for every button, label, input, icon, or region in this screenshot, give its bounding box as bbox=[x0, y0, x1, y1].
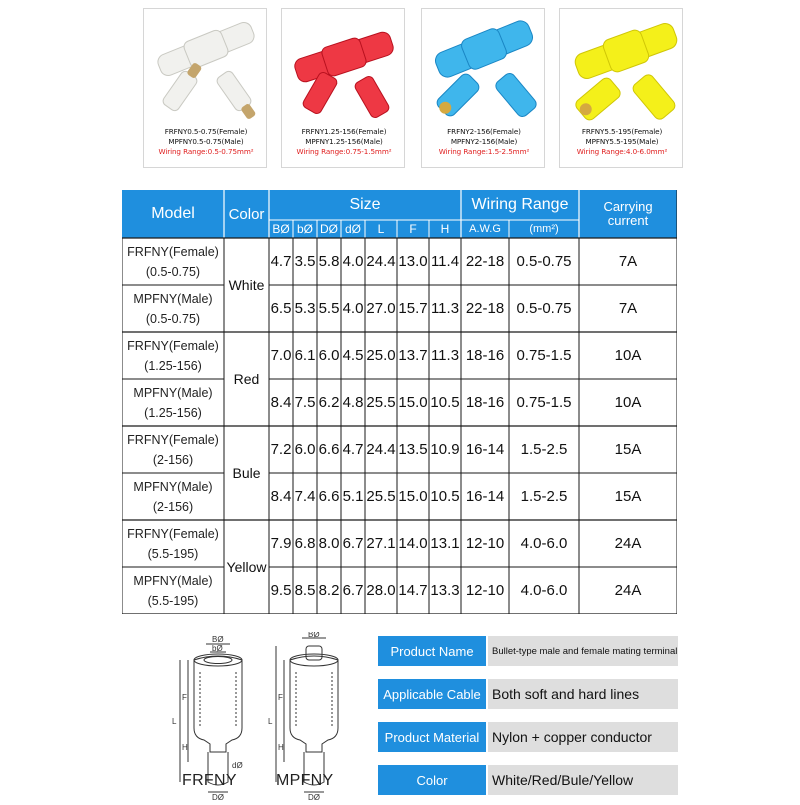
row-value-awg: 12-10 bbox=[465, 535, 505, 552]
row-color-group: Red bbox=[233, 371, 260, 387]
row-value-F: 13.5 bbox=[398, 441, 428, 458]
row-value-F: 15.0 bbox=[398, 394, 428, 411]
row-color-group: White bbox=[228, 277, 265, 293]
row-value-H: 13.1 bbox=[430, 535, 460, 552]
male-drawing-label: MPFNY bbox=[276, 772, 334, 789]
row-value-mm2: 1.5-2.5 bbox=[520, 488, 568, 505]
row-value-d: 4.8 bbox=[342, 394, 364, 411]
row-value-D: 6.6 bbox=[318, 488, 340, 505]
dim-L-label: L bbox=[172, 717, 177, 726]
male-model: MPFNY5.5-195(Male) bbox=[585, 137, 659, 146]
spec-table bbox=[122, 190, 677, 614]
info-row-applicable-cable bbox=[378, 679, 678, 709]
product-card-yellow bbox=[559, 8, 683, 168]
row-model-line: (1.25-156) bbox=[144, 358, 202, 373]
row-value-B: 7.0 bbox=[270, 347, 292, 364]
product-card-blue bbox=[421, 8, 545, 168]
row-value-b: 3.5 bbox=[294, 253, 316, 270]
wiring-range: Wiring Range:4.0-6.0mm² bbox=[576, 147, 668, 156]
row-model-line: MPFNY(Male) bbox=[133, 573, 213, 588]
terminal-photo-blue bbox=[422, 9, 545, 127]
row-value-B: 7.9 bbox=[270, 535, 292, 552]
row-model-line: FRFNY(Female) bbox=[127, 338, 219, 353]
row-value-D: 5.5 bbox=[318, 300, 340, 317]
info-value: Nylon + copper conductor bbox=[488, 722, 678, 752]
row-value-mm2: 0.5-0.75 bbox=[516, 253, 572, 270]
row-value-d: 4.5 bbox=[342, 347, 364, 364]
row-value-B: 4.7 bbox=[270, 253, 292, 270]
male-model: MPFNY1.25-156(Male) bbox=[305, 137, 383, 146]
row-value-b: 7.5 bbox=[294, 394, 316, 411]
row-value-awg: 16-14 bbox=[465, 441, 505, 458]
header-dim-B: BØ bbox=[272, 222, 290, 236]
row-value-b: 7.4 bbox=[294, 488, 316, 505]
row-color-group: Yellow bbox=[226, 559, 267, 575]
dim-H-label-male: H bbox=[278, 743, 284, 752]
row-value-awg: 16-14 bbox=[465, 488, 505, 505]
female-model: FRFNY5.5-195(Female) bbox=[581, 127, 663, 136]
row-model-line: (0.5-0.75) bbox=[145, 311, 201, 326]
row-value-H: 10.9 bbox=[430, 441, 460, 458]
info-key: Applicable Cable bbox=[378, 679, 486, 709]
row-value-H: 10.5 bbox=[430, 488, 460, 505]
row-model-line: MPFNY(Male) bbox=[133, 479, 213, 494]
row-value-current: 24A bbox=[614, 535, 642, 552]
row-value-B: 7.2 bbox=[270, 441, 292, 458]
row-value-b: 5.3 bbox=[294, 300, 316, 317]
row-value-L: 27.1 bbox=[366, 535, 396, 552]
row-model bbox=[122, 520, 224, 567]
row-value-mm2: 0.75-1.5 bbox=[516, 394, 572, 411]
info-key: Product Material bbox=[378, 722, 486, 752]
info-row-product-material bbox=[378, 722, 678, 752]
wiring-range: Wiring Range:0.75-1.5mm² bbox=[296, 147, 392, 156]
row-model bbox=[122, 473, 224, 520]
row-value-L: 28.0 bbox=[366, 582, 396, 599]
row-value-H: 11.4 bbox=[430, 253, 460, 270]
row-value-L: 25.5 bbox=[366, 394, 396, 411]
row-value-awg: 22-18 bbox=[465, 253, 505, 270]
terminal-photo-white bbox=[144, 9, 267, 127]
row-value-current: 15A bbox=[614, 488, 642, 505]
row-value-L: 25.0 bbox=[366, 347, 396, 364]
row-value-F: 15.7 bbox=[398, 300, 428, 317]
dim-D-label: DØ bbox=[212, 793, 224, 800]
row-model bbox=[122, 379, 224, 426]
row-model-line: (5.5-195) bbox=[147, 593, 199, 608]
female-drawing-label: FRFNY bbox=[182, 772, 237, 789]
row-value-B: 8.4 bbox=[270, 488, 292, 505]
info-key: Product Name bbox=[378, 636, 486, 666]
row-model bbox=[122, 285, 224, 332]
row-value-current: 7A bbox=[618, 253, 638, 270]
header-carrying-current-line: current bbox=[607, 213, 649, 228]
row-value-D: 6.0 bbox=[318, 347, 340, 364]
info-value: Bullet-type male and female mating terminal bbox=[488, 636, 678, 666]
row-value-H: 11.3 bbox=[430, 347, 460, 364]
row-value-mm2: 0.75-1.5 bbox=[516, 347, 572, 364]
row-value-F: 14.0 bbox=[398, 535, 428, 552]
row-model bbox=[122, 332, 224, 379]
row-value-d: 6.7 bbox=[342, 535, 364, 552]
dim-H-label: H bbox=[182, 743, 188, 752]
header-awg: A.W.G bbox=[469, 223, 501, 235]
row-value-B: 8.4 bbox=[270, 394, 292, 411]
row-value-D: 5.8 bbox=[318, 253, 340, 270]
header-dim-L: L bbox=[377, 222, 385, 236]
female-model: FRFNY0.5-0.75(Female) bbox=[164, 127, 248, 136]
row-color-group: Bule bbox=[232, 465, 261, 481]
row-value-d: 4.0 bbox=[342, 300, 364, 317]
female-model: FRFNY2-156(Female) bbox=[447, 127, 521, 136]
row-value-awg: 18-16 bbox=[465, 347, 505, 364]
row-value-L: 24.4 bbox=[366, 441, 396, 458]
male-model: MPFNY2-156(Male) bbox=[450, 137, 518, 146]
row-value-D: 8.0 bbox=[318, 535, 340, 552]
terminal-photo-yellow bbox=[560, 9, 683, 127]
row-model bbox=[122, 426, 224, 473]
info-value: White/Red/Bule/Yellow bbox=[488, 765, 678, 795]
row-value-awg: 12-10 bbox=[465, 582, 505, 599]
dimension-drawing bbox=[150, 632, 370, 800]
row-value-d: 6.7 bbox=[342, 582, 364, 599]
row-value-current: 24A bbox=[614, 582, 642, 599]
wiring-range: Wiring Range:1.5-2.5mm² bbox=[438, 147, 530, 156]
row-value-D: 8.2 bbox=[318, 582, 340, 599]
dim-B-label-male: BØ bbox=[308, 632, 320, 639]
row-value-H: 11.3 bbox=[430, 300, 460, 317]
info-key: Color bbox=[378, 765, 486, 795]
row-value-awg: 22-18 bbox=[465, 300, 505, 317]
dim-L-label-male: L bbox=[268, 717, 273, 726]
row-model bbox=[122, 238, 224, 285]
row-value-b: 8.5 bbox=[294, 582, 316, 599]
row-model-line: FRFNY(Female) bbox=[127, 526, 219, 541]
header-mm2: (mm²) bbox=[529, 223, 559, 235]
header-carrying-current bbox=[579, 190, 677, 238]
row-value-mm2: 1.5-2.5 bbox=[520, 441, 568, 458]
row-model-line: MPFNY(Male) bbox=[133, 385, 213, 400]
row-model-line: (5.5-195) bbox=[147, 546, 199, 561]
row-value-H: 10.5 bbox=[430, 394, 460, 411]
info-row-color bbox=[378, 765, 678, 795]
product-caption bbox=[282, 127, 405, 157]
row-value-F: 14.7 bbox=[398, 582, 428, 599]
row-value-current: 10A bbox=[614, 347, 642, 364]
product-cards bbox=[143, 8, 683, 168]
product-card-red bbox=[281, 8, 405, 168]
row-value-B: 6.5 bbox=[270, 300, 292, 317]
dim-b-label: bØ bbox=[212, 644, 223, 653]
header-dim-H: H bbox=[440, 222, 450, 236]
header-dim-d: dØ bbox=[344, 222, 361, 236]
row-value-D: 6.6 bbox=[318, 441, 340, 458]
header-color: Color bbox=[228, 205, 265, 223]
row-model-line: (0.5-0.75) bbox=[145, 264, 201, 279]
row-value-awg: 18-16 bbox=[465, 394, 505, 411]
row-value-current: 10A bbox=[614, 394, 642, 411]
row-value-mm2: 4.0-6.0 bbox=[520, 582, 568, 599]
header-model: Model bbox=[151, 205, 195, 222]
dim-F-label: F bbox=[182, 693, 187, 702]
row-value-L: 27.0 bbox=[366, 300, 396, 317]
row-model-line: (2-156) bbox=[152, 499, 194, 514]
header-wiring-range: Wiring Range bbox=[471, 196, 569, 213]
row-model-line: FRFNY(Female) bbox=[127, 244, 219, 259]
row-value-d: 5.1 bbox=[342, 488, 364, 505]
dim-d-label: dØ bbox=[232, 761, 243, 770]
info-value: Both soft and hard lines bbox=[488, 679, 678, 709]
product-card-white bbox=[143, 8, 267, 168]
header-dim-F: F bbox=[409, 222, 417, 236]
dim-F-label-male: F bbox=[278, 693, 283, 702]
product-caption bbox=[422, 127, 545, 157]
row-value-b: 6.1 bbox=[294, 347, 316, 364]
row-value-F: 13.7 bbox=[398, 347, 428, 364]
row-model bbox=[122, 567, 224, 614]
header-carrying-current-line: Carrying bbox=[603, 199, 653, 214]
row-value-D: 6.2 bbox=[318, 394, 340, 411]
row-model-line: (1.25-156) bbox=[144, 405, 202, 420]
dim-D-label-male: DØ bbox=[308, 793, 320, 800]
row-value-L: 25.5 bbox=[366, 488, 396, 505]
row-value-d: 4.0 bbox=[342, 253, 364, 270]
row-value-F: 15.0 bbox=[398, 488, 428, 505]
row-value-F: 13.0 bbox=[398, 253, 428, 270]
row-value-current: 7A bbox=[618, 300, 638, 317]
row-value-H: 13.3 bbox=[430, 582, 460, 599]
header-dim-D: DØ bbox=[320, 222, 338, 236]
row-model-line: MPFNY(Male) bbox=[133, 291, 213, 306]
row-value-mm2: 4.0-6.0 bbox=[520, 535, 568, 552]
row-value-b: 6.8 bbox=[294, 535, 316, 552]
row-value-L: 24.4 bbox=[366, 253, 396, 270]
row-value-b: 6.0 bbox=[294, 441, 316, 458]
row-value-d: 4.7 bbox=[342, 441, 364, 458]
female-model: FRFNY1.25-156(Female) bbox=[301, 127, 387, 136]
header-size: Size bbox=[349, 196, 381, 213]
male-model: MPFNY0.5-0.75(Male) bbox=[168, 137, 244, 146]
terminal-photo-red bbox=[282, 9, 405, 127]
row-value-B: 9.5 bbox=[270, 582, 292, 599]
row-model-line: FRFNY(Female) bbox=[127, 432, 219, 447]
row-value-mm2: 0.5-0.75 bbox=[516, 300, 572, 317]
row-value-current: 15A bbox=[614, 441, 642, 458]
dim-B-label: BØ bbox=[212, 635, 224, 644]
row-model-line: (2-156) bbox=[152, 452, 194, 467]
product-caption bbox=[144, 127, 267, 157]
wiring-range: Wiring Range:0.5-0.75mm² bbox=[158, 147, 254, 156]
product-caption bbox=[560, 127, 683, 157]
info-row-product-name bbox=[378, 636, 678, 666]
header-dim-b: bØ bbox=[296, 222, 313, 236]
